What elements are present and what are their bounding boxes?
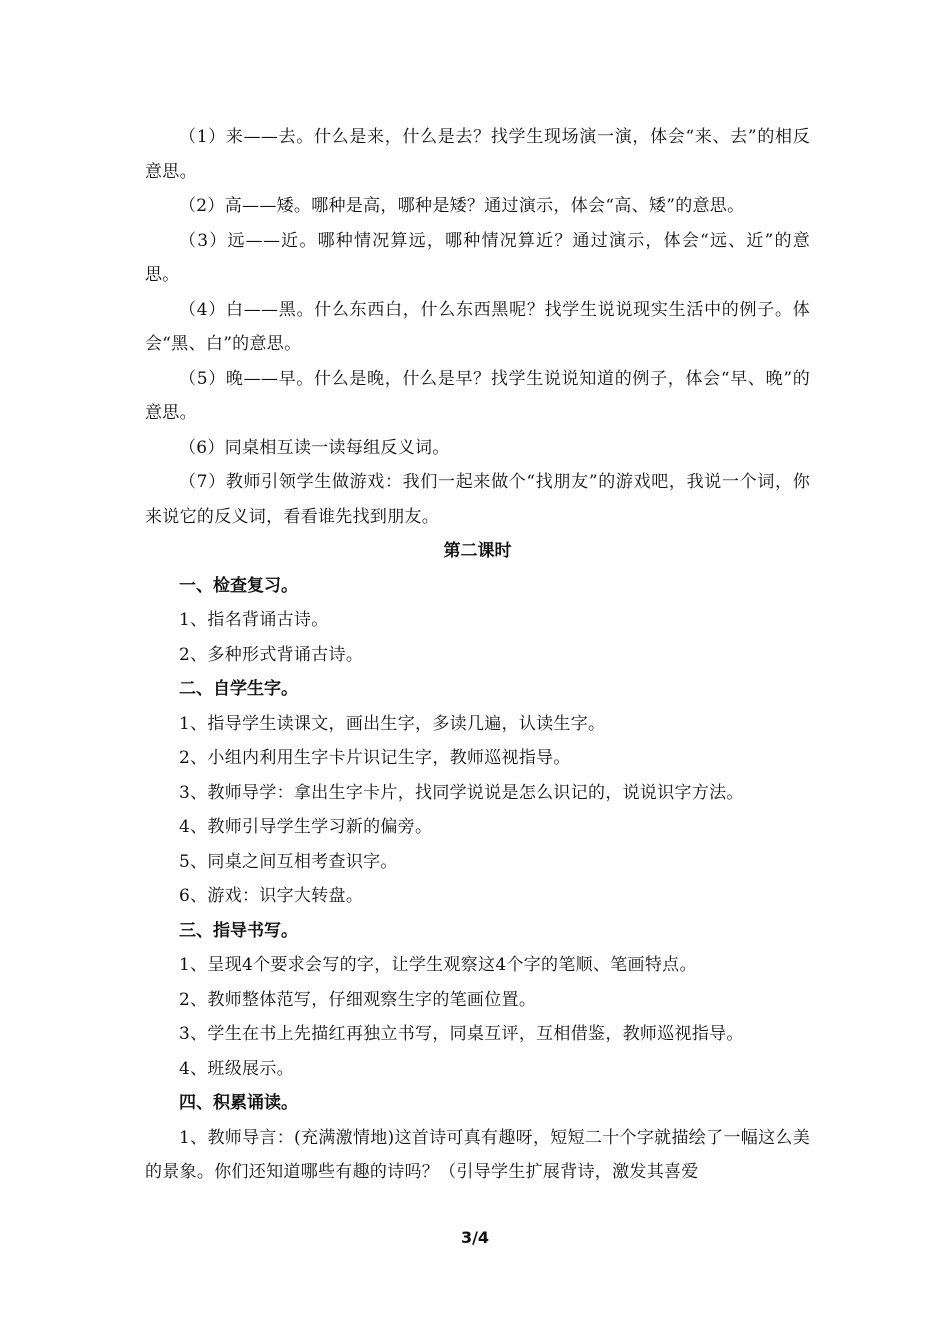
paragraph-item-5: （5）晚——早。什么是晚，什么是早？找学生说说知道的例子，体会“早、晚”的意思。 bbox=[145, 368, 810, 423]
section-1-item-1: 1、指名背诵古诗。 bbox=[179, 610, 329, 630]
section-2-item-5: 5、同桌之间互相考查识字。 bbox=[179, 851, 398, 872]
page-number: 3 bbox=[460, 1228, 473, 1247]
page-separator: / bbox=[472, 1228, 478, 1247]
section-2-item-4: 4、教师引导学生学习新的偏旁。 bbox=[179, 817, 433, 837]
section-3-item-4: 4、班级展示。 bbox=[179, 1058, 294, 1079]
section-1-item-2: 2、多种形式背诵古诗。 bbox=[179, 644, 364, 665]
section-3-item-1: 1、呈现4个要求会写的字，让学生观察这4个字的笔顺、笔画特点。 bbox=[179, 955, 697, 975]
lesson-title: 第二课时 bbox=[443, 541, 512, 561]
section-4-item-1: 1、教师导言：(充满激情地)这首诗可真有趣呀，短短二十个字就描绘了一幅这么美的景象。你们还知道哪些有趣的诗吗？（引导学生扩展背诗，激发其喜爱 bbox=[145, 1127, 810, 1182]
paragraph-item-4: （4）白——黑。什么东西白，什么东西黑呢？找学生说说现实生活中的例子。体会“黑、白”的意思。 bbox=[145, 299, 810, 354]
section-heading-1: 一、检查复习。 bbox=[179, 575, 298, 596]
section-heading-3: 三、指导书写。 bbox=[179, 920, 298, 941]
paragraph-item-2: （2）高——矮。哪种是高，哪种是矮？通过演示，体会“高、矮”的意思。 bbox=[179, 196, 745, 216]
page-total: 4 bbox=[477, 1228, 490, 1247]
paragraph-item-6: （6）同桌相互读一读每组反义词。 bbox=[179, 437, 450, 458]
section-2-item-2: 2、小组内利用生字卡片识记生字，教师巡视指导。 bbox=[179, 748, 571, 768]
section-3-item-2: 2、教师整体范写，仔细观察生字的笔画位置。 bbox=[179, 989, 537, 1010]
section-heading-4: 四、积累诵读。 bbox=[179, 1093, 298, 1113]
paragraph-item-3: （3）远——近。哪种情况算远，哪种情况算近？通过演示，体会“远、近”的意思。 bbox=[145, 230, 810, 285]
page-footer bbox=[0, 1228, 950, 1247]
paragraph-item-1: （1）来——去。什么是来，什么是去？找学生现场演一演，体会“来、去”的相反意思。 bbox=[145, 127, 810, 182]
section-heading-2: 二、自学生字。 bbox=[179, 679, 298, 699]
section-2-item-1: 1、指导学生读课文，画出生字，多读几遍，认读生字。 bbox=[179, 713, 606, 734]
section-3-item-3: 3、学生在书上先描红再独立书写，同桌互评，互相借鉴，教师巡视指导。 bbox=[179, 1024, 744, 1044]
document-page bbox=[145, 120, 810, 1190]
section-2-item-6: 6、游戏：识字大转盘。 bbox=[179, 886, 364, 906]
paragraph-item-7: （7）教师引领学生做游戏：我们一起来做个“找朋友”的游戏吧，我说一个词，你来说它的反义词，看看谁先找到朋友。 bbox=[145, 472, 810, 527]
section-2-item-3: 3、教师导学：拿出生字卡片，找同学说说是怎么识记的，说说识字方法。 bbox=[179, 782, 744, 803]
